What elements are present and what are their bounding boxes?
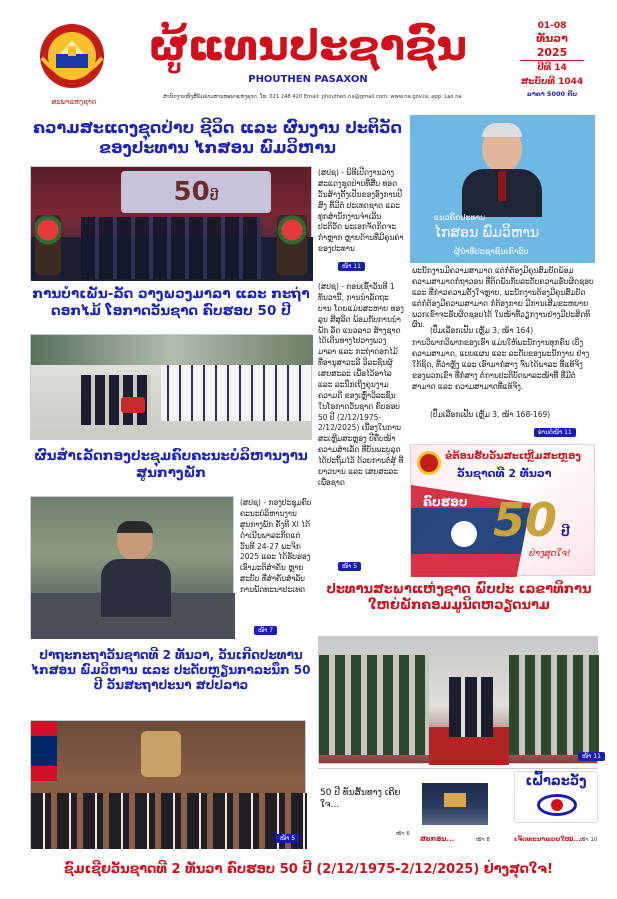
- year-number-line: [512, 61, 592, 75]
- story2-text: (ສປຊ) - ຕອນເຊົ້າວັນທີ 1 ທັນວານີ້, ການນຳລັດຖະ ບານ ໂດຍແມ່ນສະຫາຍ ທອງລຸນ ສີສຸລິດ ພ້ອມກັບການນຳພັກ ລັດ ແນວລາວ ສ້າງຊາດ ໄດ້ເດີນທາງໄປວາງພວງມາລາ ແລະ ກະຖ່າດອກໄມ້ ທີ່ອານຸສາວະລີ ວິລະຊົນຜູ້ເສຍສະລະ ເພື່ອໄວ້ອາໄລ ແລະ ລະນຶກເຖິງຄຸນງາມຄວາມດີ ຂອງເຫຼົ່າວິລະຊົນ ໃນໂອກາດວັນຊາດ ຄົບຮອບ 50 ປີ (2/12/1975-2/12/2025) ເນື່ອງໃນການສະເຫຼີມສະຫຼອງ ປີຄືບໜ້າ ຄວາມສຳເລັດ ທີ່ບັນພະບູລຸດໄດ້ປະຖິ້ມໄວ້ ດ້ວຍການຕໍ່ສູ້ ທີ່ຍາວນານ ແລະ ເສຍສະລະ ເພື່ອຊາດ: [318, 282, 404, 487]
- profile-caption-label: ແນວຄິດປະທານ: [434, 213, 486, 222]
- profile-role: ຜູ້ນຳທີ່ປະຊາຊົນເຄົາລົບ: [454, 247, 529, 256]
- story3-page-ref[interactable]: ໜ້າ 7: [254, 626, 277, 635]
- profile-quote2: ການວິພາກວິພາກຂອງເຮົາ ແມ່ນໃຫ້ພະນັກງານທຸກຄົນ ເບິ່ງຄວາມສາມາດ, ແບບແຜນ ແລະ ລະດັບຂອງພະນັກງານ ຢ່າງໃກ້ຊິດ, ທີ່ວ່າຫຼັງ ແລະ ເອົາມາກໍ່ສາງ ຈົນໄດ້ພາລະ ທີ່ແທ້ຈິງຂອງພວກເຂົາ ທີ່ກໍ່ສາງ ຕໍ່ການປະຕິບັດພາລະໜ້າທີ່ ທີ່ມີຕໍ່ສາມາດ ແລະ ຄວາມສາມາດທີ່ແທ້ຈິງ.: [412, 338, 590, 391]
- national-day-ad[interactable]: [410, 444, 595, 576]
- issue-month: ທັນວາ: [536, 32, 568, 45]
- national-emblem-icon: [32, 22, 112, 94]
- contact-line: ສຳນັກງານໜັງສືພິມຂ່າວສານສະພາແຫ່ງຊາດ, ໂທ: 021 248 420 Email: phouthen.na@gmail.com; www.na.gov.la; app: Lao na: [163, 94, 462, 100]
- footer-slogan: ຊົມເຊີຍວັນຊາດທີ 2 ທັນວາ ຄົບຮອບ 50 ປີ (2/12/1975-2/12/2025) ຢ່າງສຸດໃຈ!: [64, 862, 553, 877]
- story2-page-ref[interactable]: ໜ້າ 5: [338, 562, 361, 571]
- issue-year: 2025: [520, 46, 584, 61]
- profile-read-more[interactable]: ອ່ານຕໍ່ໜ້າ 11: [534, 428, 576, 437]
- story3-photo: [30, 496, 234, 638]
- eye-icon: [537, 794, 577, 816]
- ad-flag-circle: [451, 521, 477, 547]
- story1-headline[interactable]: ຄວາມສະແດງຊຸດປ່າບ ຊີວິດ ແລະ ຜົນງານ ປະຕິວັດ ຂອງປະທານ ໄກສອນ ພົມວິຫານ: [33, 118, 402, 157]
- story3-headline[interactable]: ຜົນສຳເລັດກອງປະຊຸມຄົບຄະນະບໍລິຫານງານສູນກາງພັກ: [34, 448, 308, 481]
- price-tag: ລາຄາ 5000 ກີບ: [526, 90, 578, 98]
- masthead: [30, 18, 595, 114]
- story2-headline[interactable]: ການບຳເພັນ-ລັດ ວາງພວງມາລາ ແລະ ກະຖ່າ ດອກໄມ້ ໂອກາດວັນຊາດ ຄົບຮອບ 50 ປີ: [32, 286, 310, 319]
- story1-text: (ສປຊ) - ພິທີເປີດງານວາງສະແດງຊຸດປ່າບທີ່ສືບ ທອດວັນສ້າງຕັ້ງເປັນຂອງອົງການປີສົງ ທີ່ມີຕໍ່ ປະເທດຊາດ ແລະ ທຸກສຳນັກງານຈຳເລີນປະຕິວັດ ພະເອກຈັດກິດຈະກຳຫຼາກ ຫຼາຍດ້ານທີ່ມີຄຸນຄ່າຂອງປະທານ: [318, 168, 404, 254]
- profile-ref1: (ປຶ້ມເລືອກເຟັ້ນ ເຫຼັ້ມ 3, ໜ້າ 164): [430, 326, 534, 335]
- emblem-caption: ສະພາແຫ່ງຊາດ: [51, 98, 97, 106]
- issue-box: [512, 20, 592, 104]
- teaser3-page[interactable]: ໜ້າ 10: [580, 837, 598, 843]
- story4-page-ref[interactable]: ໜ້າ 5: [276, 834, 299, 843]
- newspaper-title: ຜູ້ແທນປະຊາຊົນ: [148, 21, 468, 70]
- teaser2-page[interactable]: ໜ້າ 8: [476, 837, 490, 843]
- story5-photo: [318, 636, 598, 764]
- story1-page-ref[interactable]: ໜ້າ 11: [338, 262, 365, 271]
- ad-line2: ວັນຊາດທີ 2 ທັນວາ: [457, 467, 552, 480]
- story4-photo: [30, 720, 306, 848]
- honor-guard-left: [319, 655, 429, 755]
- story2-photo: [30, 334, 312, 440]
- teaser2-photo: [422, 783, 488, 825]
- story4-headline[interactable]: ປາຖະກະຖາວັນຊາດທີ 2 ທັນວາ, ວັນເກີດປະທານ ໄກສອນ ພົມວິຫານ ແລະ ປະດັບຫຼຽນກາລະນຶກ 50 ປີ ວັນສະຖາປະນາ ສປປລາວ: [31, 648, 311, 692]
- story5-headline[interactable]: ປະທານສະພາແຫ່ງຊາດ ພົບປະ ເລຂາທິການໃຫຍ່ພັກຄອມມູນິດຫວຽດນາມ: [326, 582, 592, 614]
- ad-slogan: ຢ່າງສຸດໃຈ!: [529, 549, 571, 559]
- year-no: 14: [554, 63, 567, 73]
- ad-line1: ຂໍ່ຕ້ອນຮັບວັນສະເຫຼີມສະຫຼອງ: [445, 451, 581, 462]
- story1-photo: [30, 166, 312, 280]
- ad-emblem-icon: [417, 451, 441, 475]
- story3-text: (ສປຊ) - ກອງປະຊຸມຄົບຄະນະບໍລິຫານງານສູນກາງພັກ ຄັ້ງທີ XI ໄດ້ດຳເນີນພາລະກິດແຕ່ວັນທີ 24-27 ພະຈິກ 2025 ແລະ ໄດ້ຮັບຮອງເອົາມະຕິສຳຄັນ ຫຼາຍສະບັບ ທີ່ສຳຄັນສຳລັບການພັດທະນາປະເທດ: [240, 498, 312, 594]
- ad-unit: ປີ: [561, 525, 570, 539]
- teaser2-title[interactable]: ສະກອນ...: [420, 835, 455, 843]
- teaser3-title[interactable]: ເຈັດທະນາແບບໃໝ່...: [514, 835, 581, 843]
- honor-guard-row: [161, 365, 311, 421]
- leaders-walking: [449, 677, 493, 737]
- teaser3-logo-box: [514, 771, 598, 823]
- ad-number: 50: [493, 493, 558, 547]
- honor-guard-right: [509, 655, 599, 755]
- teaser3-logo: ເຝົ້າລະວັງ: [525, 774, 587, 789]
- issue-number: ສະບັບທີ 1044: [520, 77, 584, 87]
- profile-ref2: (ປຶ້ມເລືອກເຟັ້ນ ເຫຼັ້ມ 3, ໜ້າ 168-169): [430, 410, 551, 419]
- story1-photo-banner: 50ປີ: [121, 171, 271, 213]
- flower-stand-right: [277, 215, 307, 275]
- year-no-label: ປີທີ: [537, 63, 552, 73]
- lao-flag-icon: [31, 721, 57, 781]
- profile-box: [410, 115, 595, 263]
- issue-date: 01-08: [537, 21, 567, 31]
- story5-page-ref[interactable]: ໜ້າ 11: [578, 752, 605, 761]
- profile-portrait: [454, 121, 550, 217]
- bottom-teasers: [318, 768, 598, 850]
- ad-line3: ຄົບຮອບ: [423, 495, 468, 509]
- teaser1-page[interactable]: ໜ້າ 6: [396, 831, 410, 837]
- profile-name: ໄກສອນ ພົມວິຫານ: [434, 225, 540, 241]
- profile-quote1: ພະນັກງານມີຄວາມສາມາດ ແຕ່ກໍ່ຕ້ອງມີຄຸນສົມບັດພ້ອມ ຄວາມສາມາດກໍ່ຖາວອນ ທີ່ຕິດພັນກັບລະດັບຄວາມຮັບຜິດຊອບ ແລະ ທີ່ກ່າວຄວາມຕັ້ງໃຈຫຼາຍ, ພະນັກງານຕ້ອງມີຄຸນສົມບັດ ແຕ່ກໍ່ຕ້ອງມີຄວາມສາມາດ ກໍ່ຕ້ອງກາຍ ມີການເສີມຂະຫຍາຍ ພວກເຂົາຈະຮັບຜິດຊອບໄດ້ ໃນໜ້າທີ່ວຽກງານຢ່າງມີປະສິດທິຜົນ.: [412, 266, 594, 330]
- newspaper-subtitle: PHOUTHEN PASAXON: [248, 74, 368, 85]
- speaker-figure: [95, 521, 177, 617]
- teaser1-title[interactable]: 50 ປີ ທັນສັ້ນທາງ ເຄີຍໃຈ...: [320, 788, 401, 811]
- flower-stand-left: [35, 215, 61, 275]
